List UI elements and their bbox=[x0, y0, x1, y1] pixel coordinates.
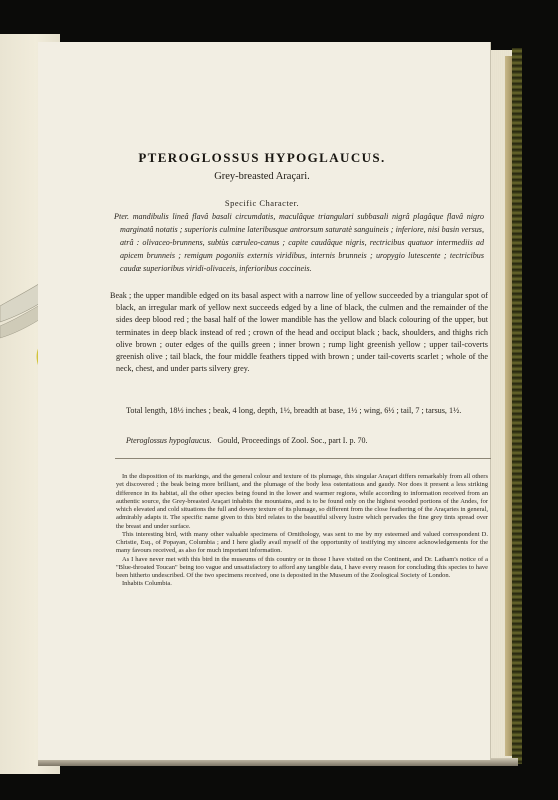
beak-description bbox=[110, 290, 488, 375]
account-paragraph: As I have never met with this bird in the museums of this country or in those I have visited on the Continent, and Dr. Latham's notice of a "Blue-throated Toucan" being too vague and unsatisfactory to afford any tangible data, I have every reason for concluding this species to have been hitherto undescribed. Of the two specimens received, one is deposited in the Museum of the Zoological Society of London. bbox=[116, 555, 488, 579]
latin-description: Pter. mandibulis lineâ flavâ basali circumdatis, maculâque triangulari subbasali nigrâ plagâque flavâ nigro marginatâ notatis ; superioris culmine lateribusque antrorsum saturatè sanguineis ; inferiore, nisi basin versus, atrâ : olivaceo-brunnens, subtùs cæruleo-canus ; capite caudâque nigris, rectricibus quatuor intermediis ad apicem brunneis ; remigum pogoniis externis viridibus, internis brunneis ; uropygio lutescente ; tectricibus caudæ superioribus viridi-olivaceis, inferioribus coccineis. bbox=[114, 212, 484, 273]
account-text bbox=[116, 473, 488, 589]
species-title: PTEROGLOSSUS HYPOGLAUCUS. bbox=[138, 150, 386, 165]
divider-rule bbox=[115, 458, 491, 459]
description-paragraph: Beak ; the upper mandible edged on its basal aspect with a narrow line of yellow succeeded by a triangular spot of black, an irregular mark of yellow next succeeds edged by a line of black, the culmen and the remainder of the sides deep blood red ; the basal half of the lower mandible has the yellow and black colouring of the upper, but terminates in deep black instead of red ; crown of the head and occiput black ; back, shoulders, and thighs rich olive brown ; outer edges of the quills green ; inner brown ; rump light greenish yellow ; upper tail-coverts greenish olive ; tail black, the four middle feathers tipped with brown ; under tail-coverts scarlet ; whole of the neck, chest, and under parts silvery grey. bbox=[110, 291, 488, 374]
cover-edge bbox=[512, 48, 522, 764]
common-name: Grey-breasted Araçari. bbox=[214, 171, 310, 182]
reference-name: Pteroglossus hypoglaucus. bbox=[126, 436, 212, 445]
account-paragraph: Inhabits Columbia. bbox=[122, 580, 172, 588]
account-paragraph: In the disposition of its markings, and the general colour and texture of its plumage, this singular Araçari differs remarkably from all others yet discovered ; the beak being more brilliant, and the plumage of the body less ostentatious and gaudy. Nor does it present a less striking difference in its habitat, all the other species being found in the lower and warmer regions, while according to information received from an authentic source, the Grey-breasted Araçari inhabits the mountains, and is to be found only on the highest wooded portions of the Andes, for which elevated and cold situations the full and downy texture of its plumage, so different from the close feathering of the Araçaries in general, admirably adapts it. The specific name given to this bird relates to the beautiful silvery lustre which pervades the fine grey tints spread over the breast and under surface. bbox=[116, 473, 488, 530]
specific-character-heading: Specific Character. bbox=[224, 198, 300, 208]
reference bbox=[126, 436, 488, 445]
reference-text: Gould, Proceedings of Zool. Soc., part I. p. 70. bbox=[217, 436, 368, 445]
account-paragraph: This interesting bird, with many other valuable specimens of Ornithology, was sent to me by my esteemed and valued correspondent D. Christie, Esq., of Popayan, Columbia ; and I here gladly avail myself of the opportunity of testifying my sincere acknowledgements for the many favours received, as also for much important information. bbox=[116, 530, 488, 555]
measurements: Total length, 18½ inches ; beak, 4 long, depth, 1½, breadth at base, 1½ ; wing, 6½ ; tail, 7 ; tarsus, 1½. bbox=[126, 406, 462, 415]
